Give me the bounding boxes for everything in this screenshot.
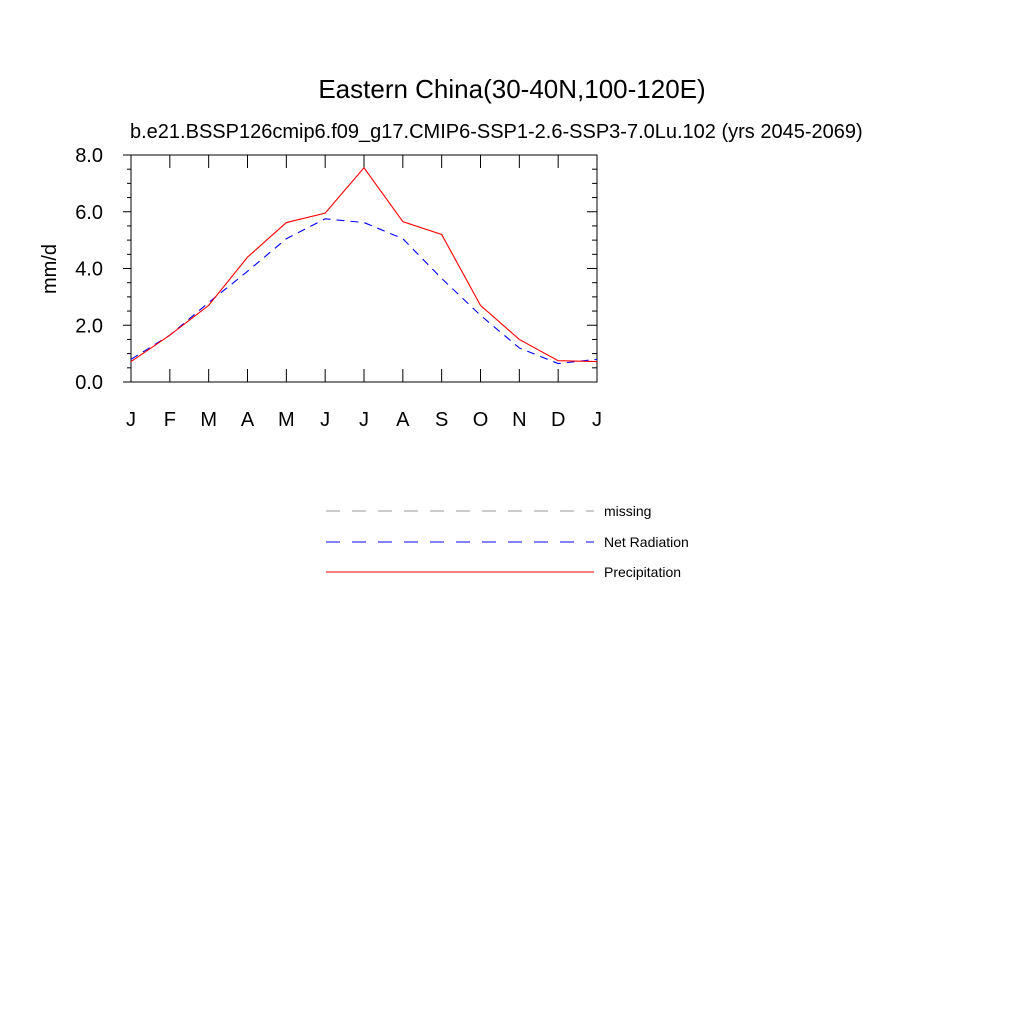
x-tick-label: J [126,409,136,431]
series-line-precipitation [131,168,597,362]
chart-subtitle: b.e21.BSSP126cmip6.f09_g17.CMIP6-SSP1-2.6-SSP3-7.0Lu.102 (yrs 2045-2069) [130,121,863,143]
y-tick-label: 8.0 [75,145,103,167]
y-tick-label: 6.0 [75,201,103,224]
x-tick-label: A [240,409,255,431]
x-tick-label: D [550,409,566,431]
y-tick-label: 2.0 [75,315,103,338]
legend-label: Net Radiation [604,534,689,550]
chart-title: Eastern China(30-40N,100-120E) [318,74,706,104]
axis-tick-labels [75,145,602,431]
x-tick-label: S [434,409,449,431]
x-tick-label: J [320,409,331,431]
legend-label: Precipitation [604,564,682,580]
x-tick-label: A [396,409,410,431]
y-tick-label: 0.0 [75,372,103,394]
x-tick-label: O [472,409,489,431]
legend [326,503,689,580]
series-lines [131,168,597,364]
x-tick-label: N [512,409,527,431]
y-tick-label: 4.0 [75,258,103,281]
axis-ticks [123,155,597,382]
x-tick-label: J [359,409,369,431]
legend-label: missing [604,503,652,519]
x-tick-label: F [163,409,176,431]
x-tick-label: M [200,409,218,431]
x-tick-label: J [592,409,602,431]
y-axis-label: mm/d [39,244,61,294]
series-line-net-radiation [131,219,597,364]
x-tick-label: M [277,409,295,431]
plot-frame [131,155,597,382]
